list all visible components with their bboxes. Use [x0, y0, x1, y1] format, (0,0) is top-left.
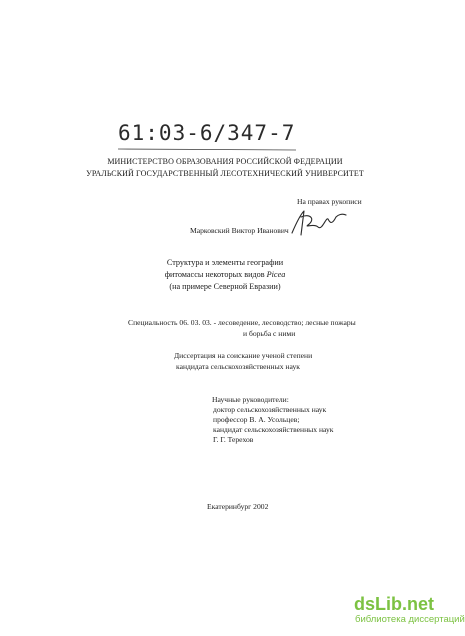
- dissertation-line-1: Диссертация на соискание ученой степени: [174, 351, 313, 360]
- supervisor-line-2: профессор В. А. Усольцев;: [213, 415, 300, 424]
- dissertation-line-2: кандидата сельскохозяйственных наук: [176, 362, 300, 371]
- dslib-logo[interactable]: [354, 594, 434, 615]
- supervisor-line-3: кандидат сельскохозяйственных наук: [213, 425, 334, 434]
- title-line-2-prefix: фитомассы некоторых видов: [164, 270, 267, 279]
- author-name: Марковский Виктор Иванович: [190, 226, 289, 235]
- supervisors-heading: Научные руководители:: [212, 395, 289, 404]
- logo-net: .net: [402, 594, 435, 614]
- title-genus: Picea: [266, 270, 286, 279]
- university-line: УРАЛЬСКИЙ ГОСУДАРСТВЕННЫЙ ЛЕСОТЕХНИЧЕСКИЙ УНИВЕРСИТЕТ: [86, 169, 364, 178]
- stamp-underline: [118, 147, 298, 153]
- dslib-subtitle: библиотека диссертаций: [355, 614, 465, 625]
- specialty-line-2: и борьба с ними: [243, 329, 296, 338]
- supervisor-line-1: доктор сельскохозяйственных наук: [213, 405, 327, 414]
- city-year: Екатеринбург 2002: [207, 502, 269, 511]
- supervisor-line-4: Г. Г. Терехов: [213, 435, 254, 444]
- title-line-3: (на примере Северной Евразии): [169, 282, 281, 291]
- title-line-2: [0, 270, 450, 280]
- specialty-line-1: Специальность 06. 03. 03. - лесоведение, лесоводство; лесные пожары: [128, 318, 356, 327]
- signature: [288, 207, 350, 239]
- rights-notice: На правах рукописи: [297, 197, 362, 206]
- archive-stamp: 61:03-6/347-7: [118, 121, 296, 145]
- title-line-1: Структура и элементы географии: [166, 258, 284, 267]
- logo-ds: ds: [354, 594, 376, 614]
- logo-lib: Lib: [375, 594, 403, 614]
- ministry-line: МИНИСТЕРСТВО ОБРАЗОВАНИЯ РОССИЙСКОЙ ФЕДЕРАЦИИ: [107, 157, 343, 166]
